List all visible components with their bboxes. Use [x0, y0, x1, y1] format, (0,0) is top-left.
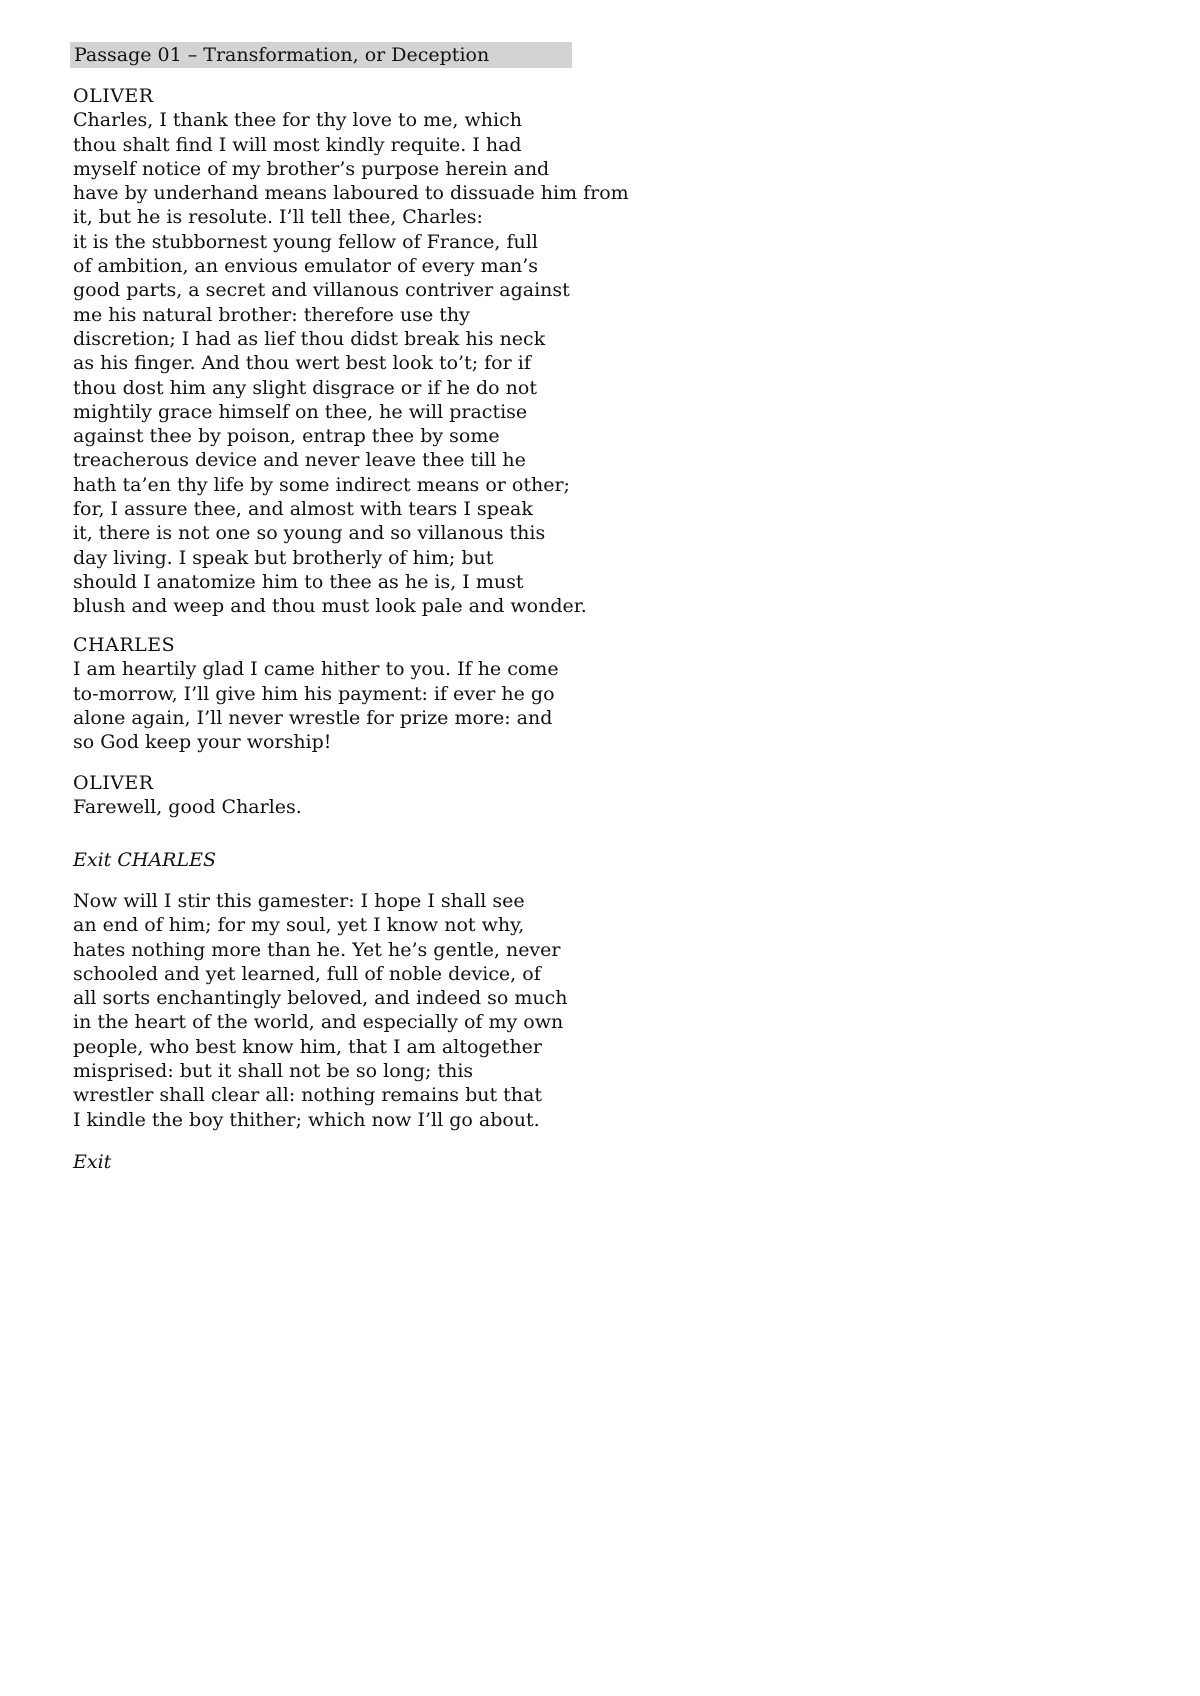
passage-title: Passage 01 – Transformation, or Deception	[74, 44, 490, 66]
speech-line: blush and weep and thou must look pale and wonder.	[73, 595, 587, 618]
speech-line: for, I assure thee, and almost with tears I speak	[73, 498, 533, 521]
speech-line: as his finger. And thou wert best look to’t; for if	[73, 352, 531, 375]
speech-oliver-1	[73, 84, 633, 619]
stage-direction: Exit CHARLES	[73, 849, 216, 871]
speech-line: it, but he is resolute. I’ll tell thee, Charles:	[73, 206, 483, 229]
speech-line: people, who best know him, that I am altogether	[73, 1035, 543, 1058]
speech-line: an end of him; for my soul, yet I know not why,	[73, 914, 525, 937]
speech-line: to-morrow, I’ll give him his payment: if ever he go	[73, 682, 555, 705]
speech-line: treacherous device and never leave thee till he	[73, 449, 526, 472]
speech-line: wrestler shall clear all: nothing remains but that	[73, 1084, 543, 1107]
stage-direction-exit	[73, 1150, 633, 1174]
speech-line: it, there is not one so young and so villanous this	[73, 522, 546, 545]
speech-line: I kindle the boy thither; which now I’ll go about.	[73, 1108, 540, 1131]
speaker-name: OLIVER	[73, 772, 154, 794]
speech-line: myself notice of my brother’s purpose herein and	[73, 157, 550, 180]
speech-line: against thee by poison, entrap thee by some	[73, 425, 500, 448]
speech-line: of ambition, an envious emulator of every man’s	[73, 255, 538, 278]
stage-direction-exit-charles	[73, 848, 633, 872]
speech-charles	[73, 633, 633, 754]
speaker-name: OLIVER	[73, 85, 154, 107]
speech-line: in the heart of the world, and especially of my own	[73, 1011, 564, 1034]
speech-line: hath ta’en thy life by some indirect means or other;	[73, 473, 570, 496]
speech-line: day living. I speak but brotherly of him; but	[73, 546, 494, 569]
speech-line: thou dost him any slight disgrace or if he do not	[73, 376, 537, 399]
speech-line: all sorts enchantingly beloved, and indeed so much	[73, 987, 568, 1010]
speech-line: should I anatomize him to thee as he is, I must	[73, 570, 524, 593]
speaker-name: CHARLES	[73, 634, 176, 656]
speech-line: hates nothing more than he. Yet he’s gentle, never	[73, 938, 561, 961]
speech-line: I am heartily glad I came hither to you. If he come	[73, 658, 559, 681]
speech-line: me his natural brother: therefore use thy	[73, 303, 470, 326]
speech-line: discretion; I had as lief thou didst break his neck	[73, 327, 546, 350]
speech-line: so God keep your worship!	[73, 731, 332, 754]
speech-line: alone again, I’ll never wrestle for prize more: and	[73, 706, 553, 729]
speech-line: Farewell, good Charles.	[73, 796, 302, 819]
speech-line: have by underhand means laboured to dissuade him from	[73, 182, 629, 205]
stage-direction: Exit	[73, 1151, 112, 1173]
speech-oliver-2	[73, 771, 633, 820]
soliloquy-oliver	[73, 889, 633, 1132]
speech-line: schooled and yet learned, full of noble device, of	[73, 962, 541, 985]
speech-line: misprised: but it shall not be so long; this	[73, 1060, 474, 1083]
speech-line: Now will I stir this gamester: I hope I shall see	[73, 890, 525, 912]
speech-line: thou shalt find I will most kindly requite. I had	[73, 133, 522, 156]
speech-line: good parts, a secret and villanous contriver against	[73, 279, 570, 302]
speech-line: mightily grace himself on thee, he will practise	[73, 400, 528, 423]
speech-line: it is the stubbornest young fellow of France, full	[73, 230, 538, 253]
passage-title-bar	[70, 42, 572, 68]
speech-line: Charles, I thank thee for thy love to me, which	[73, 109, 522, 132]
